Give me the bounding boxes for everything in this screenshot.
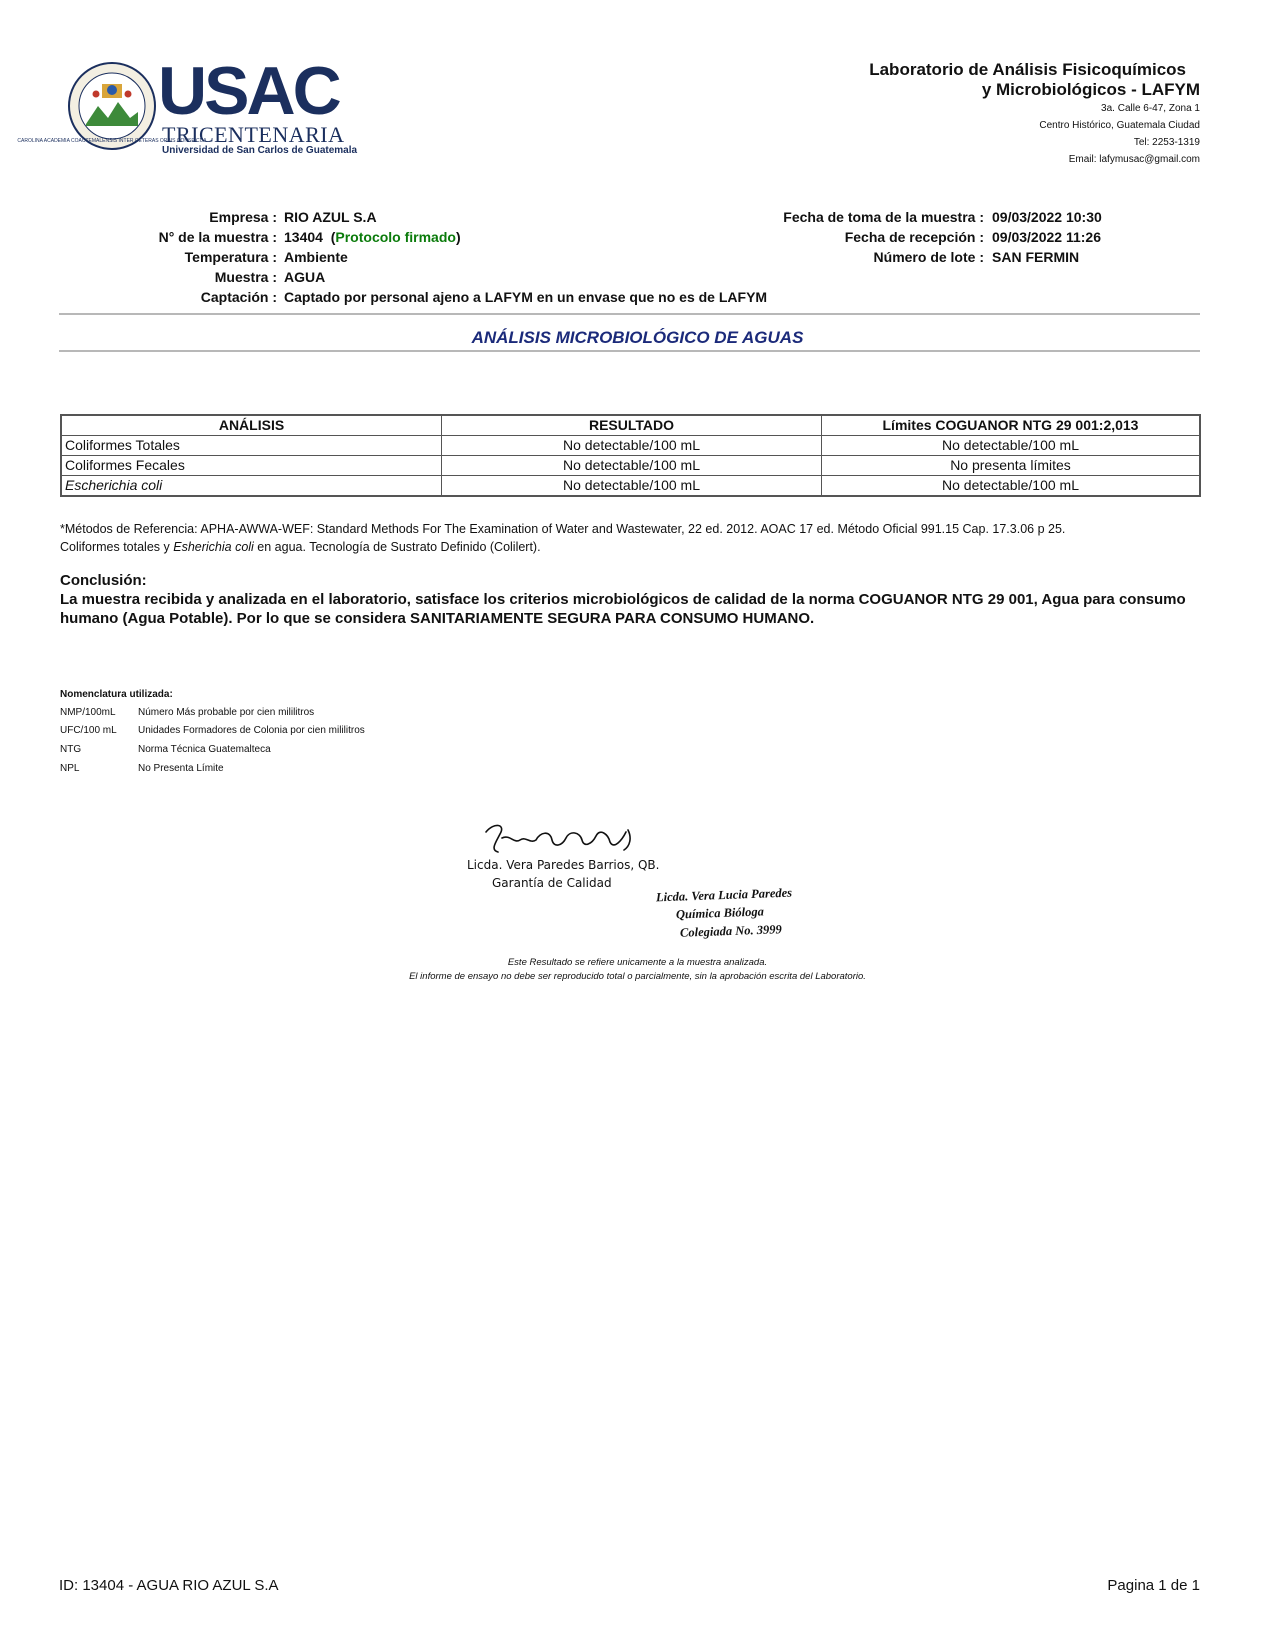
footer-page-number: Pagina 1 de 1 — [1107, 1577, 1200, 1594]
nomenclature-abbr: NPL — [60, 763, 80, 774]
table-header-row — [61, 415, 1200, 436]
lab-phone: Tel: 2253-1319 — [1133, 137, 1200, 148]
logo-university-name: Universidad de San Carlos de Guatemala — [162, 145, 358, 156]
temperatura-label: Temperatura : — [184, 249, 277, 265]
logo-usac: USAC — [158, 53, 339, 129]
lab-address: 3a. Calle 6-47, Zona 1 — [1101, 103, 1200, 114]
nomenclature-desc: Norma Técnica Guatemalteca — [138, 744, 271, 755]
cell-limite: No detectable/100 mL — [822, 436, 1201, 456]
university-seal-icon — [17, 62, 207, 150]
lab-name-line1: Laboratorio de Análisis Fisicoquímicos — [869, 60, 1186, 79]
methods-line2 — [60, 538, 1200, 556]
cell-resultado: No detectable/100 mL — [442, 436, 822, 456]
table-row — [61, 436, 1200, 456]
methods-line1: *Métodos de Referencia: APHA-AWWA-WEF: Standard Methods For The Examination of Water and Wastewater, 22 ed. 2012. AOAC 17 ed. Método Oficial 991.15 Cap. 17.3.06 p 25. — [60, 522, 1066, 536]
protocol-status: Protocolo firmado — [335, 229, 456, 245]
conclusion-text: La muestra recibida y analizada en el laboratorio, satisface los criterios microbiológicos de calidad de la norma COGUANOR NTG 29 001, Agua para consumo humano (Agua Potable). Por lo que se considera SANITARIAMENTE SEGURA PARA CONSUMO HUMANO. — [60, 591, 1186, 627]
cell-resultado: No detectable/100 mL — [442, 476, 822, 497]
empresa-value: RIO AZUL S.A — [284, 209, 377, 225]
header-analisis: ANÁLISIS — [61, 415, 442, 436]
cell-analisis: Escherichia coli — [61, 476, 442, 497]
fecha-toma-value: 09/03/2022 10:30 — [992, 209, 1102, 225]
nomenclature-item — [60, 762, 224, 776]
handwritten-signature — [480, 820, 640, 858]
stamp-title: Química Bióloga — [675, 904, 765, 922]
disclaimer-line2: El informe de ensayo no debe ser reproducido total o parcialmente, sin la aprobación escrita del Laboratorio. — [409, 971, 866, 982]
cell-resultado: No detectable/100 mL — [442, 456, 822, 476]
sample-number: 13404 — [284, 229, 323, 245]
lab-info — [869, 60, 1200, 168]
signer-name: Licda. Vera Paredes Barrios, QB. — [467, 858, 660, 872]
nomenclature-desc: Unidades Formadores de Colonia por cien mililitros — [138, 725, 365, 736]
signer-role: Garantía de Calidad — [492, 876, 612, 890]
nomenclature-desc: No Presenta Límite — [138, 763, 224, 774]
section-title: ANÁLISIS MICROBIOLÓGICO DE AGUAS — [471, 328, 804, 347]
cell-analisis: Coliformes Fecales — [61, 456, 442, 476]
footer-document-id: ID: 13404 - AGUA RIO AZUL S.A — [59, 1577, 279, 1594]
methods-organism: Esherichia coli — [173, 540, 254, 554]
nomenclature-desc: Número Más probable por cien mililitros — [138, 707, 315, 718]
nomenclature-item — [60, 724, 365, 738]
nomenclature-item — [60, 706, 314, 720]
cell-limite: No presenta límites — [822, 456, 1201, 476]
lab-location: Centro Histórico, Guatemala Ciudad — [1039, 120, 1200, 131]
stamp-name: Licda. Vera Lucia Paredes — [655, 885, 793, 905]
empresa-label: Empresa : — [209, 209, 277, 225]
captacion-label: Captación : — [200, 289, 277, 305]
fecha-toma-label: Fecha de toma de la muestra : — [783, 209, 984, 225]
muestra-value: AGUA — [284, 269, 326, 285]
nomenclature-abbr: UFC/100 mL — [60, 725, 117, 736]
logo-tricentenaria: TRICENTENARIA — [162, 122, 345, 147]
results-table — [60, 414, 1201, 497]
fecha-recepcion-label: Fecha de recepción : — [844, 229, 984, 245]
methods-line2-post: en agua. Tecnología de Sustrato Definido (Colilert). — [253, 540, 541, 554]
cell-analisis: Coliformes Totales — [61, 436, 442, 456]
stamp-license: Colegiada No. 3999 — [679, 922, 782, 940]
table-row — [61, 476, 1200, 497]
lote-value: SAN FERMIN — [992, 249, 1080, 265]
captacion-value: Captado por personal ajeno a LAFYM en un envase que no es de LAFYM — [284, 289, 768, 305]
nomenclature-abbr: NTG — [60, 744, 82, 755]
temperatura-value: Ambiente — [284, 249, 348, 265]
seal-text: CAROLINA ACADEMIA COACTEMALENSIS INTER CETERAS ORBIS CONSPICUA — [17, 138, 207, 144]
header-resultado: RESULTADO — [442, 415, 822, 436]
lab-email: Email: lafymusac@gmail.com — [1068, 154, 1200, 165]
signature-scrawl: VeraParedes — [560, 853, 578, 857]
divider-top — [59, 313, 1200, 315]
conclusion-title: Conclusión: — [60, 572, 147, 589]
header-limites: Límites COGUANOR NTG 29 001:2,013 — [822, 415, 1201, 436]
nomenclature-item — [60, 743, 271, 757]
muestra-label: Muestra : — [214, 269, 277, 285]
fecha-recepcion-value: 09/03/2022 11:26 — [992, 229, 1101, 245]
methods-line2-pre: Coliformes totales y — [60, 540, 174, 554]
numero-label: N° de la muestra : — [158, 229, 277, 245]
table-row — [61, 456, 1200, 476]
lab-name-line2: y Microbiológicos - LAFYM — [981, 80, 1200, 99]
cell-limite: No detectable/100 mL — [822, 476, 1201, 497]
nomenclature-abbr: NMP/100mL — [60, 707, 116, 718]
nomenclature-title: Nomenclatura utilizada: — [60, 689, 173, 700]
methods-note — [60, 520, 1200, 556]
divider-bottom — [59, 350, 1200, 352]
lote-label: Número de lote : — [873, 249, 984, 265]
disclaimer-line1: Este Resultado se refiere unicamente a la muestra analizada. — [507, 957, 768, 968]
numero-value: 13404 (Protocolo firmado) — [284, 229, 461, 245]
